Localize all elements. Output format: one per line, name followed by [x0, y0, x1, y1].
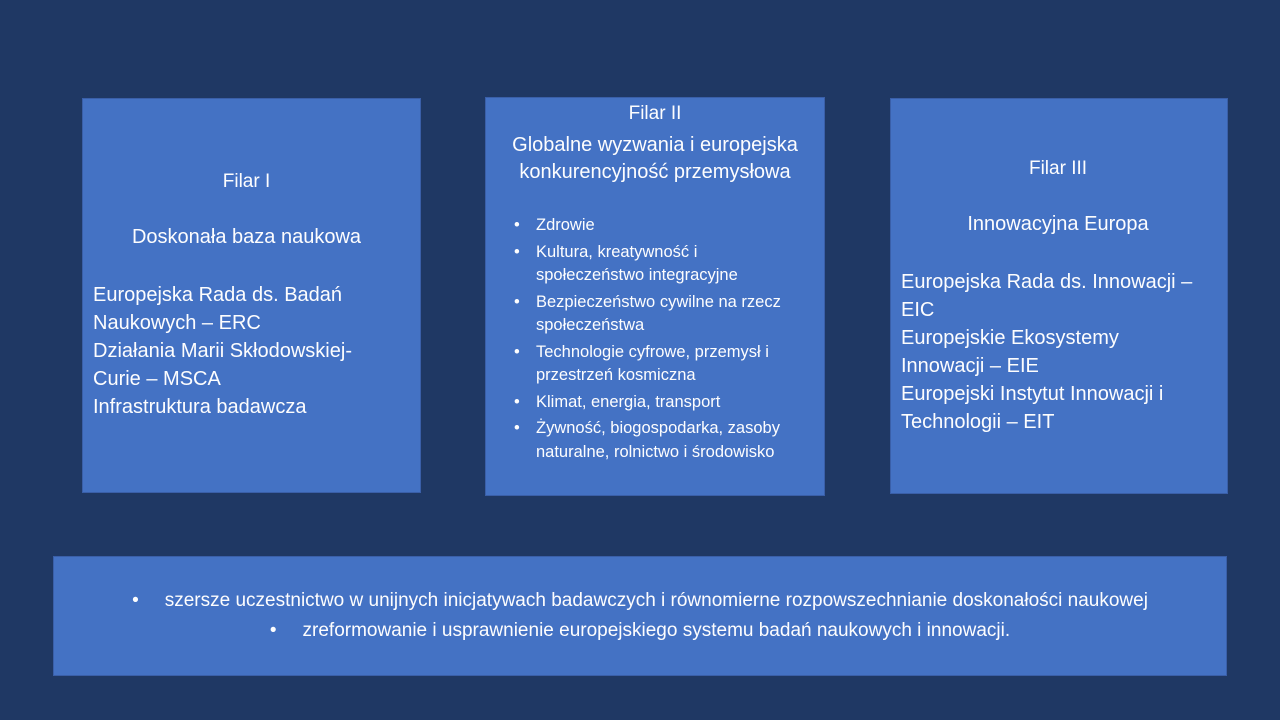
bullet-text: Bezpieczeństwo cywilne na rzecz [536, 292, 781, 311]
pillar-1-body-line: Infrastruktura badawcza [93, 396, 307, 418]
bullet-icon: • [514, 342, 520, 361]
pillar-3-body-line: Europejskie Ekosystemy [901, 326, 1119, 349]
pillar-3-box [890, 98, 1228, 494]
list-item [494, 214, 816, 238]
bullet-icon: • [514, 216, 520, 234]
pillar-1-body-line: Curie – MSCA [93, 368, 221, 390]
pillar-2-bullet-list [494, 214, 816, 467]
pillar-1-subtitle: Doskonała baza naukowa [131, 226, 362, 248]
list-item [494, 241, 816, 288]
pillar-3-subtitle: Innowacyjna Europa [967, 212, 1149, 235]
pillar-1-title: Filar I [222, 171, 271, 192]
pillar-3-body-line: Technologii – EIT [901, 410, 1055, 433]
footer-bar [53, 556, 1227, 676]
bullet-icon: • [269, 620, 277, 641]
list-item [494, 291, 816, 338]
bullet-text: naturalne, rolnictwo i środowisko [536, 442, 775, 461]
pillar-1-body [93, 281, 400, 421]
footer-bullet-line [270, 616, 1010, 646]
pillar-2-box [485, 97, 825, 496]
pillar-1-body-line: Naukowych – ERC [93, 312, 261, 334]
pillar-1-body-line: Europejska Rada ds. Badań [93, 284, 343, 306]
pillar-2-title: Filar II [628, 103, 682, 124]
bullet-text: Technologie cyfrowe, przemysł i [536, 342, 769, 361]
list-item [494, 341, 816, 388]
footer-bullet-line [132, 586, 1148, 616]
pillar-2-subtitle [494, 132, 816, 186]
bullet-icon: • [514, 292, 520, 311]
pillar-3-body-line: EIC [901, 298, 935, 321]
pillar-3-body-line: Europejska Rada ds. Innowacji – [901, 270, 1193, 293]
pillar-1-box [82, 98, 421, 493]
bullet-icon: • [132, 590, 139, 611]
bullet-text: Zdrowie [536, 216, 595, 234]
pillar-3-body [901, 268, 1215, 436]
pillar-2-subtitle-line: konkurencyjność przemysłowa [519, 161, 791, 183]
list-item [494, 391, 816, 415]
pillar-3-body-line: Europejski Instytut Innowacji i [901, 382, 1164, 405]
bullet-text: Klimat, energia, transport [536, 392, 721, 411]
bullet-icon: • [514, 419, 520, 437]
bullet-icon: • [514, 392, 520, 411]
bullet-icon: • [514, 242, 520, 261]
bullet-text: społeczeństwo integracyjne [536, 266, 738, 284]
pillar-2-subtitle-line: Globalne wyzwania i europejska [512, 134, 798, 156]
list-item [494, 417, 816, 464]
bullet-text: przestrzeń kosmiczna [536, 366, 696, 384]
footer-text: zreformowanie i usprawnienie europejskiego systemu badań naukowych i innowacji. [302, 620, 1011, 641]
bullet-text: społeczeństwa [536, 316, 645, 334]
pillar-3-title: Filar III [1028, 157, 1088, 179]
bullet-text: Żywność, biogospodarka, zasoby [536, 419, 780, 437]
footer-text: szersze uczestnictwo w unijnych inicjatywach badawczych i równomierne rozpowszechnianie doskonałości naukowej [164, 590, 1148, 611]
pillar-1-body-line: Działania Marii Skłodowskiej- [93, 340, 352, 362]
pillar-3-body-line: Innowacji – EIE [901, 354, 1039, 377]
bullet-text: Kultura, kreatywność i [536, 242, 698, 261]
